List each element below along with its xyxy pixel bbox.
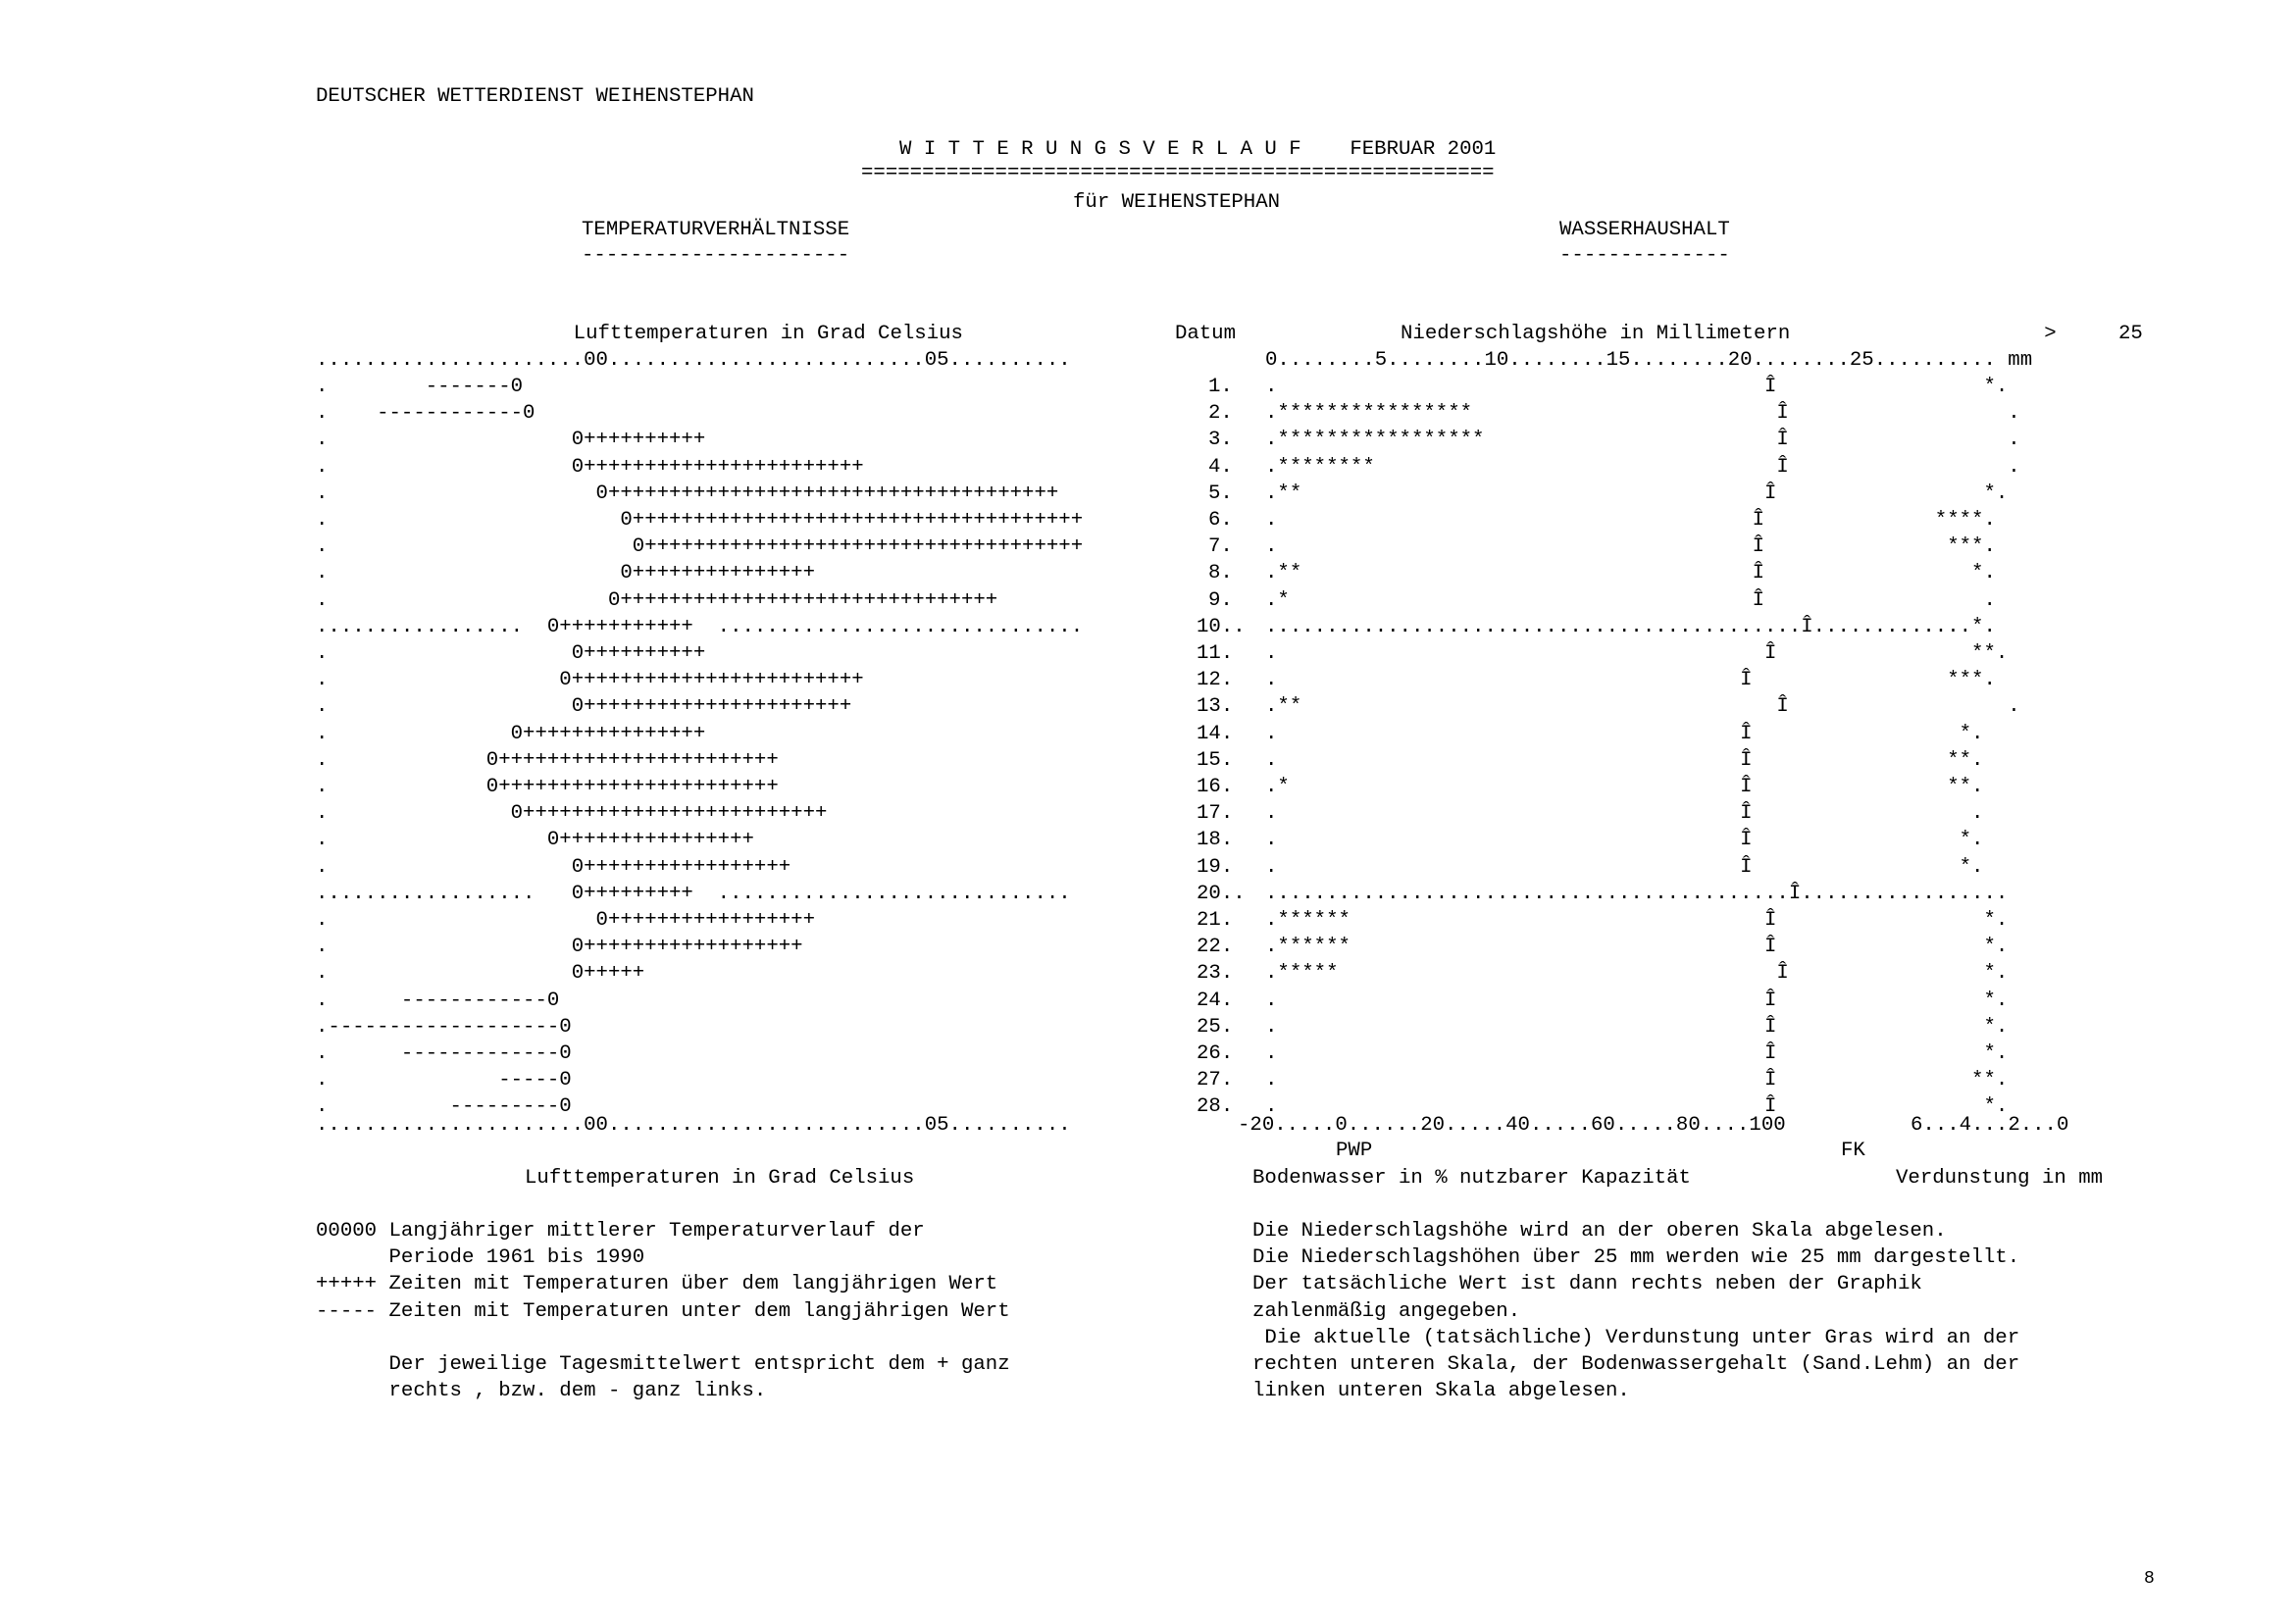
water-row-day-24: . Î *. (1265, 989, 2009, 1012)
date-label-day-27: 27. (1197, 1069, 1234, 1092)
water-row-day-11: . Î **. (1265, 642, 2009, 665)
date-label-day-6: 6. (1208, 509, 1233, 532)
date-label-day-17: 17. (1197, 802, 1234, 826)
water-row-day-19: . Î *. (1265, 855, 1984, 879)
date-label-day-2: 2. (1208, 402, 1233, 426)
water-row-day-4: .******** Î . (1265, 455, 2020, 479)
legend-temperature-line-7: rechts , bzw. dem - ganz links. (316, 1380, 767, 1403)
legend-water-line-1: Die Niederschlagshöhe wird an der oberen Skala abgelesen. (1252, 1220, 1947, 1243)
temperature-bar-day-14: . 0+++++++++++++++ (316, 722, 706, 745)
temperature-bar-day-3: . 0++++++++++ (316, 429, 706, 452)
temperature-bar-day-19: . 0+++++++++++++++++ (316, 855, 791, 879)
water-row-day-22: .****** Î *. (1265, 936, 2009, 959)
temperature-bar-day-5: . 0+++++++++++++++++++++++++++++++++++++ (316, 482, 1059, 505)
water-row-day-12: . Î ***. (1265, 669, 1996, 692)
page-number: 8 (2144, 1569, 2155, 1589)
water-row-day-28: . Î *. (1265, 1095, 2009, 1119)
date-label-day-8: 8. (1208, 562, 1233, 585)
date-label-day-4: 4. (1208, 455, 1233, 479)
temperature-bar-day-24: . ------------0 (316, 989, 560, 1012)
pwp-marker: PWP (1336, 1140, 1373, 1162)
legend-temperature-line-3: +++++ Zeiten mit Temperaturen über dem langjährigen Wert (316, 1273, 998, 1296)
legend-temperature-line-1: 00000 Langjähriger mittlerer Temperaturverlauf der (316, 1220, 925, 1243)
legend-water-line-7: linken unteren Skala abgelesen. (1252, 1380, 1630, 1403)
section-water-heading: WASSERHAUSHALT (1559, 219, 1730, 241)
title-rule: ==================================================== (861, 162, 1495, 184)
section-temperature-rule: ---------------------- (582, 244, 850, 267)
water-row-day-7: . Î ***. (1265, 535, 1996, 559)
temperature-top-scale: ......................00..........................05.......... (316, 349, 1071, 372)
date-label-day-5: 5. (1208, 482, 1233, 505)
water-row-day-25: . Î *. (1265, 1015, 2009, 1039)
water-row-day-2: .**************** Î . (1265, 402, 2020, 426)
date-label-day-26: 26. (1197, 1042, 1234, 1065)
date-label-day-19: 19. (1197, 855, 1234, 879)
date-label-day-16: 16. (1197, 776, 1234, 798)
report-subtitle: für WEIHENSTEPHAN (1073, 191, 1281, 214)
report-title: W I T T E R U N G S V E R L A U F FEBRUAR 2001 (899, 138, 1497, 161)
soil-water-scale: -20.....0......20.....40.....60.....80....100 (1238, 1114, 1786, 1137)
temperature-bar-day-8: . 0+++++++++++++++ (316, 562, 815, 585)
institution-name: DEUTSCHER WETTERDIENST WEIHENSTEPHAN (316, 85, 754, 108)
temperature-bar-day-20: .................. 0+++++++++ ............................. (316, 882, 1071, 905)
temperature-bar-day-26: . -------------0 (316, 1042, 572, 1065)
temperature-bar-day-4: . 0+++++++++++++++++++++++ (316, 455, 864, 479)
water-row-day-16: .* Î **. (1265, 776, 1984, 798)
water-row-day-3: .***************** Î . (1265, 429, 2020, 452)
temperature-bar-day-13: . 0++++++++++++++++++++++ (316, 695, 852, 719)
date-label-day-28: 28. (1197, 1095, 1234, 1119)
temperature-bar-day-9: . 0+++++++++++++++++++++++++++++++ (316, 588, 998, 612)
legend-water-line-4: zahlenmäßig angegeben. (1252, 1299, 1521, 1323)
temperature-bar-day-6: . 0+++++++++++++++++++++++++++++++++++++ (316, 509, 1084, 532)
temperature-bar-day-18: . 0++++++++++++++++ (316, 829, 754, 852)
legend-temperature-line-6: Der jeweilige Tagesmittelwert entspricht dem + ganz (316, 1353, 1010, 1376)
water-row-day-8: .** Î *. (1265, 562, 1996, 585)
date-label-day-18: 18. (1197, 829, 1234, 852)
water-row-day-18: . Î *. (1265, 829, 1984, 852)
temperature-bar-day-16: . 0+++++++++++++++++++++++ (316, 776, 779, 798)
water-row-day-9: .* Î . (1265, 588, 1996, 612)
date-label-day-24: 24. (1197, 989, 1234, 1012)
date-label-day-12: 12. (1197, 669, 1234, 692)
temperature-bar-day-17: . 0+++++++++++++++++++++++++ (316, 802, 828, 826)
temperature-bar-day-28: . ---------0 (316, 1095, 572, 1119)
water-row-day-27: . Î **. (1265, 1069, 2009, 1092)
water-row-day-13: .** Î . (1265, 695, 2020, 719)
temperature-bar-day-10: ................. 0+++++++++++ .............................. (316, 615, 1084, 638)
water-row-day-1: . Î *. (1265, 376, 2009, 398)
date-label-day-20: 20.. (1197, 882, 1246, 905)
temperature-bar-day-2: . ------------0 (316, 402, 535, 426)
legend-temperature-line-4: ----- Zeiten mit Temperaturen unter dem langjährigen Wert (316, 1299, 1010, 1323)
water-row-day-15: . Î **. (1265, 748, 1984, 772)
section-temperature-heading: TEMPERATURVERHÄLTNISSE (582, 219, 850, 241)
temperature-bar-day-12: . 0++++++++++++++++++++++++ (316, 669, 864, 692)
evaporation-scale: 6...4...2...0 (1911, 1114, 2069, 1137)
water-row-day-23: .***** Î *. (1265, 962, 2009, 986)
water-row-day-14: . Î *. (1265, 722, 1984, 745)
date-label-day-7: 7. (1208, 535, 1233, 559)
date-label-day-22: 22. (1197, 936, 1234, 959)
date-label-day-23: 23. (1197, 962, 1234, 986)
temperature-bottom-label: Lufttemperaturen in Grad Celsius (525, 1167, 915, 1190)
water-row-day-6: . Î ****. (1265, 509, 1996, 532)
chart-top-axis (316, 347, 1071, 374)
date-label-day-25: 25. (1197, 1015, 1234, 1039)
date-label-day-9: 9. (1208, 588, 1233, 612)
water-row-day-21: .****** Î *. (1265, 909, 2009, 932)
legend-water-line-6: rechten unteren Skala, der Bodenwassergehalt (Sand.Lehm) an der (1252, 1353, 2020, 1376)
temperature-bar-day-7: . 0++++++++++++++++++++++++++++++++++++ (316, 535, 1084, 559)
water-row-day-10: ............................................Î.............*. (1265, 615, 1996, 638)
precipitation-axis-label: Niederschlagshöhe in Millimetern (1401, 323, 1791, 346)
fk-marker: FK (1841, 1140, 1865, 1162)
temperature-bar-day-15: . 0+++++++++++++++++++++++ (316, 748, 779, 772)
water-row-day-20: ...........................................Î................. (1265, 882, 2009, 905)
temperature-bar-day-21: . 0+++++++++++++++++ (316, 909, 815, 932)
temperature-bar-day-27: . -----0 (316, 1069, 572, 1092)
date-label-day-14: 14. (1197, 722, 1234, 745)
water-row-day-17: . Î . (1265, 802, 1984, 826)
date-label-day-15: 15. (1197, 748, 1234, 772)
temperature-bar-day-25: .-------------------0 (316, 1015, 572, 1039)
soil-water-label: Bodenwasser in % nutzbarer Kapazität (1252, 1167, 1691, 1190)
legend-water-line-2: Die Niederschlagshöhen über 25 mm werden wie 25 mm dargestellt. (1252, 1246, 2020, 1270)
datum-label: Datum (1174, 323, 1237, 346)
precipitation-top-scale: 0........5........10........15........20........25.......... mm (1265, 349, 2033, 372)
evaporation-label: Verdunstung in mm (1896, 1167, 2104, 1190)
legend-water-line-3: Der tatsächliche Wert ist dann rechts neben der Graphik (1252, 1273, 1922, 1296)
overflow-marker: > (2044, 323, 2057, 346)
temperature-bar-day-11: . 0++++++++++ (316, 642, 706, 665)
date-label-day-10: 10.. (1197, 615, 1246, 638)
temperature-bar-day-23: . 0+++++ (316, 962, 645, 986)
date-label-day-3: 3. (1208, 429, 1233, 452)
overflow-threshold-label: 25 (2118, 323, 2143, 345)
temperature-bar-day-1: . -------0 (316, 376, 524, 398)
date-label-day-1: 1. (1208, 376, 1233, 398)
date-label-day-13: 13. (1197, 695, 1234, 719)
section-water-rule: -------------- (1559, 244, 1730, 267)
legend-temperature-line-2: Periode 1961 bis 1990 (316, 1246, 645, 1270)
date-label-day-11: 11. (1197, 642, 1234, 665)
temperature-bar-day-22: . 0++++++++++++++++++ (316, 936, 803, 959)
date-label-day-21: 21. (1197, 909, 1234, 932)
water-row-day-5: .** Î *. (1265, 482, 2009, 505)
temperature-bottom-scale: ......................00..........................05.......... (316, 1114, 1071, 1137)
legend-water-line-5: Die aktuelle (tatsächliche) Verdunstung unter Gras wird an der (1252, 1326, 2020, 1349)
water-row-day-26: . Î *. (1265, 1042, 2009, 1065)
temperature-axis-label: Lufttemperaturen in Grad Celsius (573, 323, 963, 346)
